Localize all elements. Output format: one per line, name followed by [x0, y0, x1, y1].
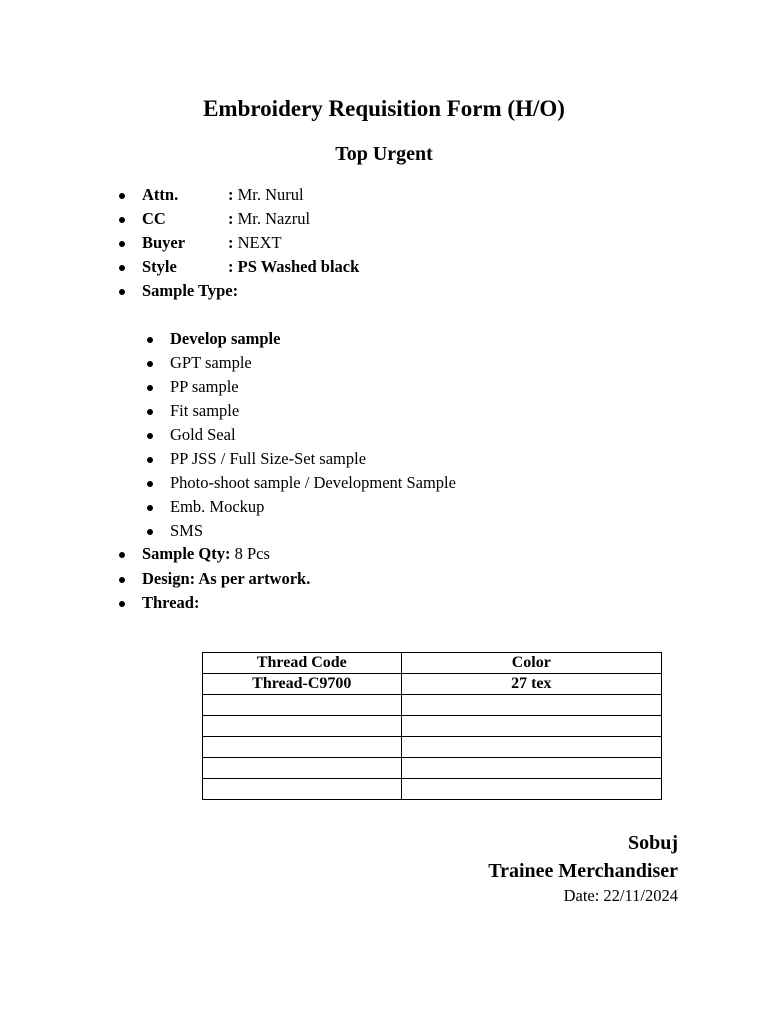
bullet-icon	[147, 361, 153, 367]
list-item-design	[142, 567, 310, 591]
attn-separator: :	[228, 185, 234, 204]
bullet-icon	[147, 433, 153, 439]
attn-label: Attn.	[142, 185, 179, 204]
document-subtitle: Top Urgent	[335, 143, 433, 165]
style-value: PS Washed black	[237, 257, 360, 276]
style-separator: :	[228, 257, 234, 276]
table-row	[203, 779, 662, 800]
bullet-icon	[147, 457, 153, 463]
list-item-attn	[142, 183, 304, 207]
bullet-icon	[147, 337, 153, 343]
color-cell	[401, 779, 661, 800]
sample-type-item	[170, 495, 264, 519]
sample-type-item	[170, 519, 203, 543]
bullet-icon	[119, 552, 125, 558]
list-item-cc	[142, 207, 310, 231]
table-row	[203, 737, 662, 758]
sample-type-text: GPT sample	[170, 353, 252, 372]
signature-name: Sobuj	[627, 832, 678, 854]
bullet-icon	[119, 217, 125, 223]
bullet-icon	[119, 265, 125, 271]
sample-type-text: Emb. Mockup	[170, 497, 265, 516]
buyer-label: Buyer	[142, 233, 186, 252]
sample-type-item	[170, 423, 236, 447]
sample-type-item	[170, 447, 366, 471]
sample-qty-label: Sample Qty:	[142, 544, 231, 563]
sample-qty-value: 8 Pcs	[234, 544, 270, 563]
list-item-buyer	[142, 231, 282, 255]
sample-type-text: SMS	[170, 521, 204, 540]
sample-type-text: Develop sample	[170, 329, 281, 348]
table-row	[203, 758, 662, 779]
thread-code-cell: Thread-C9700	[203, 674, 402, 695]
sample-type-text: Gold Seal	[170, 425, 236, 444]
document-title: Embroidery Requisition Form (H/O)	[203, 96, 565, 121]
thread-code-cell	[203, 716, 402, 737]
sample-type-item	[170, 375, 239, 399]
table-row	[203, 695, 662, 716]
thread-code-cell	[203, 737, 402, 758]
cc-value: Mr. Nazrul	[237, 209, 311, 228]
sample-type-text: PP sample	[170, 377, 239, 396]
bullet-icon	[119, 241, 125, 247]
table-header-row	[203, 653, 662, 674]
signature-date: Date: 22/11/2024	[563, 886, 678, 905]
bullet-icon	[147, 385, 153, 391]
color-header: Color	[401, 653, 661, 674]
thread-code-cell	[203, 779, 402, 800]
sample-type-item	[170, 471, 456, 495]
bullet-icon	[119, 193, 125, 199]
bullet-icon	[119, 577, 125, 583]
buyer-value: NEXT	[237, 233, 282, 252]
sample-type-item	[170, 327, 280, 351]
thread-code-cell	[203, 695, 402, 716]
bullet-icon	[147, 529, 153, 535]
color-cell	[401, 737, 661, 758]
bullet-icon	[119, 601, 125, 607]
bullet-icon	[147, 505, 153, 511]
sample-type-label: Sample Type:	[142, 281, 239, 300]
table-row	[203, 674, 662, 695]
attn-value: Mr. Nurul	[237, 185, 304, 204]
buyer-separator: :	[228, 233, 234, 252]
color-cell	[401, 758, 661, 779]
sample-type-text: Fit sample	[170, 401, 240, 420]
color-cell	[401, 695, 661, 716]
table-row	[203, 716, 662, 737]
list-item-sample-type	[142, 279, 238, 303]
bullet-icon	[119, 289, 125, 295]
sample-type-item	[170, 351, 252, 375]
color-cell	[401, 716, 661, 737]
signature-role: Trainee Merchandiser	[488, 860, 678, 882]
list-item-style	[142, 255, 359, 279]
list-item-sample-qty	[142, 542, 270, 566]
sample-type-item	[170, 399, 239, 423]
list-item-thread	[142, 591, 199, 615]
cc-separator: :	[228, 209, 234, 228]
cc-label: CC	[142, 209, 166, 228]
bullet-icon	[147, 409, 153, 415]
design-label: Design: As per artwork.	[142, 569, 311, 588]
thread-code-cell	[203, 758, 402, 779]
color-cell: 27 tex	[401, 674, 661, 695]
thread-table	[202, 652, 662, 800]
sample-type-text: Photo-shoot sample / Development Sample	[170, 473, 456, 492]
sample-type-text: PP JSS / Full Size-Set sample	[170, 449, 367, 468]
thread-label: Thread:	[142, 593, 200, 612]
bullet-icon	[147, 481, 153, 487]
thread-code-header: Thread Code	[203, 653, 402, 674]
style-label: Style	[142, 257, 177, 276]
